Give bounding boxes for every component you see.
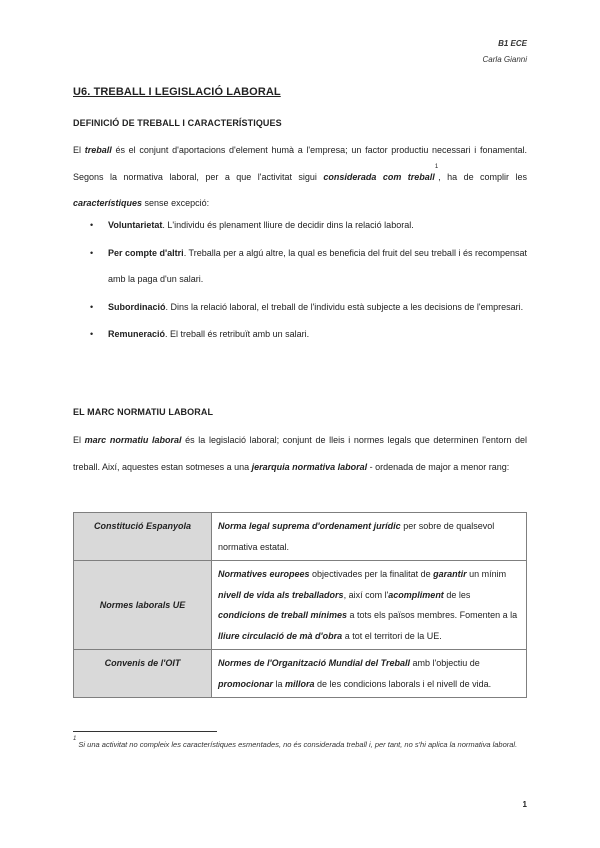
table-cell-label: Constitució Espanyola xyxy=(74,513,212,561)
list-item: • Voluntarietat. L'individu és plenament lliure de decidir dins la relació laboral. xyxy=(73,212,527,239)
table-row xyxy=(74,561,527,650)
section-heading-definition: DEFINICIÓ DE TREBALL I CARACTERÍSTIQUES xyxy=(73,118,282,128)
bullet-icon: • xyxy=(90,247,94,258)
definition-paragraph: El treball és el conjunt d'aportacions d'element humà a l'empresa; un factor productiu necessari i fonamental. Segons la normativa laboral, per a que l'activitat sigui considerada com treball$^1$, ha de complir les característiques sense excepció: xyxy=(73,145,527,208)
header-author: Carla Gianni xyxy=(482,55,527,64)
bullet-icon: • xyxy=(90,329,94,339)
table-cell-description: Normes de l'Organització Mundial del Treball amb l'objectiu de promocionar la millora de les condicions laborals i el nivell de vida. xyxy=(212,650,527,698)
footnote-number: 1 xyxy=(73,736,77,742)
table-row xyxy=(74,650,527,698)
section-heading-legal-framework: EL MARC NORMATIU LABORAL xyxy=(73,407,214,417)
footnote-ref[interactable]: 1 xyxy=(434,163,439,170)
page-title: U6. TREBALL I LEGISLACIÓ LABORAL xyxy=(73,86,281,98)
table-cell-label: Convenis de l'OIT xyxy=(74,650,212,698)
bullet-icon: • xyxy=(90,301,94,312)
footnote-divider xyxy=(73,731,217,732)
legal-hierarchy-table xyxy=(73,512,527,698)
list-item: • Remuneració. El treball és retribuït amb un salari. xyxy=(73,321,527,348)
header-course: B1 ECE xyxy=(498,39,527,48)
list-item: • Subordinació. Dins la relació laboral, el treball de l'individu està subjecte a les decisions de l'empresari. xyxy=(73,294,527,321)
table-cell-description: Normatives europees objectivades per la finalitat de garantir un mínim nivell de vida als treballadors, així com l'acompliment de les condicions de treball mínimes a tots els països membres. Fomenten a la lliure circulació de mà d'obra a tot el territori de la UE. xyxy=(212,561,527,650)
list-item: • Per compte d'altri. Treballa per a algú altre, la qual es beneficia del fruit del seu treball i és recompensat amb la paga d'un salari. xyxy=(73,240,527,293)
table-cell-label: Normes laborals UE xyxy=(74,561,212,650)
bullet-icon: • xyxy=(90,220,94,230)
table-row xyxy=(74,513,527,561)
legal-framework-paragraph: El marc normatiu laboral és la legislació laboral; conjunt de lleis i normes legals que determinen l'entorn del treball. Així, aquestes estan sotmeses a una jerarquia normativa laboral - ordenada de major a menor rang: xyxy=(73,435,527,472)
table-cell-description: Norma legal suprema d'ordenament jurídic per sobre de qualsevol normativa estatal. xyxy=(212,513,527,561)
footnote: $^1$ Si una activitat no compleix les característiques esmentades, no és considerada treball i, per tant, no s'hi aplica la normativa laboral. xyxy=(73,736,518,749)
characteristics-list xyxy=(73,212,527,348)
page-number: 1 xyxy=(522,800,527,809)
